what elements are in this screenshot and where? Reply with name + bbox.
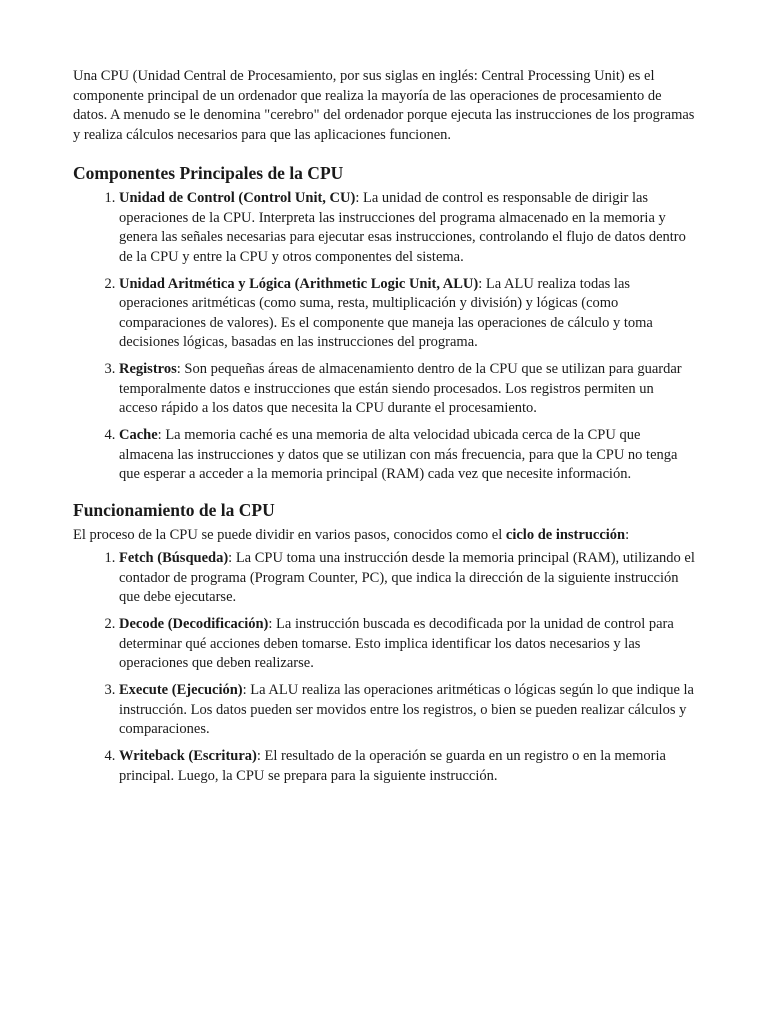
item-term: Registros [119,361,177,377]
item-text: : La instrucción buscada es decodificada por la unidad de control para determinar qué acciones deben tomarse. Esto implica identificar los datos necesarios y las operaciones que deben realizarse. [119,616,674,671]
components-heading: Componentes Principales de la CPU [73,163,344,183]
item-text: : La unidad de control es responsable de dirigir las operaciones de la CPU. Interpreta las instrucciones del programa almacenado en la memoria y genera las señales necesarias para ejecutar esas instrucciones, controlando el flujo de datos dentro de la CPU y entre la CPU y otros componentes del sistema. [119,190,686,265]
intro-paragraph: Una CPU (Unidad Central de Procesamiento, por sus siglas en inglés: Central Processing Unit) es el componente principal de un ordenador que realiza la mayoría de las operaciones de procesamiento de datos. A menudo se le denomina "cerebro" del ordenador porque ejecuta las instrucciones de los programas y realiza cálculos necesarios para que las aplicaciones funcionen. [73,68,695,143]
item-term: Cache [119,427,158,443]
list-item [119,426,695,485]
lead-colon: : [625,526,630,543]
instruction-cycle-list [73,549,695,786]
lead-bold-term: ciclo de instrucción [505,526,626,543]
process-lead [73,526,695,546]
item-text: : Son pequeñas áreas de almacenamiento dentro de la CPU que se utilizan para guardar temporalmente datos e instrucciones que están siendo procesados. Los registros permiten un acceso rápido a los datos que necesita la CPU durante el procesamiento. [119,361,682,416]
list-item [119,275,695,353]
list-item [119,549,695,608]
item-term: Unidad Aritmética y Lógica (Arithmetic Logic Unit, ALU) [119,275,479,292]
item-text: : La memoria caché es una memoria de alta velocidad ubicada cerca de la CPU que almacena las instrucciones y datos que se utilizan con más frecuencia, para que la CPU no tenga que esperar a acceder a la memoria principal (RAM) cada vez que necesite información. [119,427,678,482]
list-item [119,615,695,674]
item-text: : La CPU toma una instrucción desde la memoria principal (RAM), utilizando el contador de programa (Program Counter, PC), que indica la dirección de la siguiente instrucción que debe ejecutarse. [119,550,695,605]
item-text: : La ALU realiza las operaciones aritméticas o lógicas según lo que indique la instrucción. Los datos pueden ser movidos entre los registros, o bien se pueden realizar cálculos y comparaciones. [119,682,694,737]
item-text: : El resultado de la operación se guarda en un registro o en la memoria principal. Luego, la CPU se prepara para la siguiente instrucción. [119,748,666,784]
item-term: Writeback (Escritura) [119,748,257,764]
list-item [119,189,695,267]
list-item [119,681,695,740]
functioning-heading: Funcionamiento de la CPU [73,499,275,520]
item-term: Fetch (Búsqueda) [119,550,229,566]
item-term: Decode (Decodificación) [119,616,269,632]
components-list [73,189,695,485]
item-text: : La ALU realiza todas las operaciones aritméticas (como suma, resta, multiplicación y división) y lógicas (como comparaciones de valores). Es el componente que maneja las operaciones de cálculo y toma decisiones lógicas, basadas en las instrucciones del programa. [119,275,653,350]
lead-text: El proceso de la CPU se puede dividir en varios pasos, conocidos como el [73,526,506,543]
item-term: Execute (Ejecución) [119,682,243,698]
item-term: Unidad de Control (Control Unit, CU) [119,190,356,206]
list-item [119,360,695,419]
list-item [119,747,695,786]
